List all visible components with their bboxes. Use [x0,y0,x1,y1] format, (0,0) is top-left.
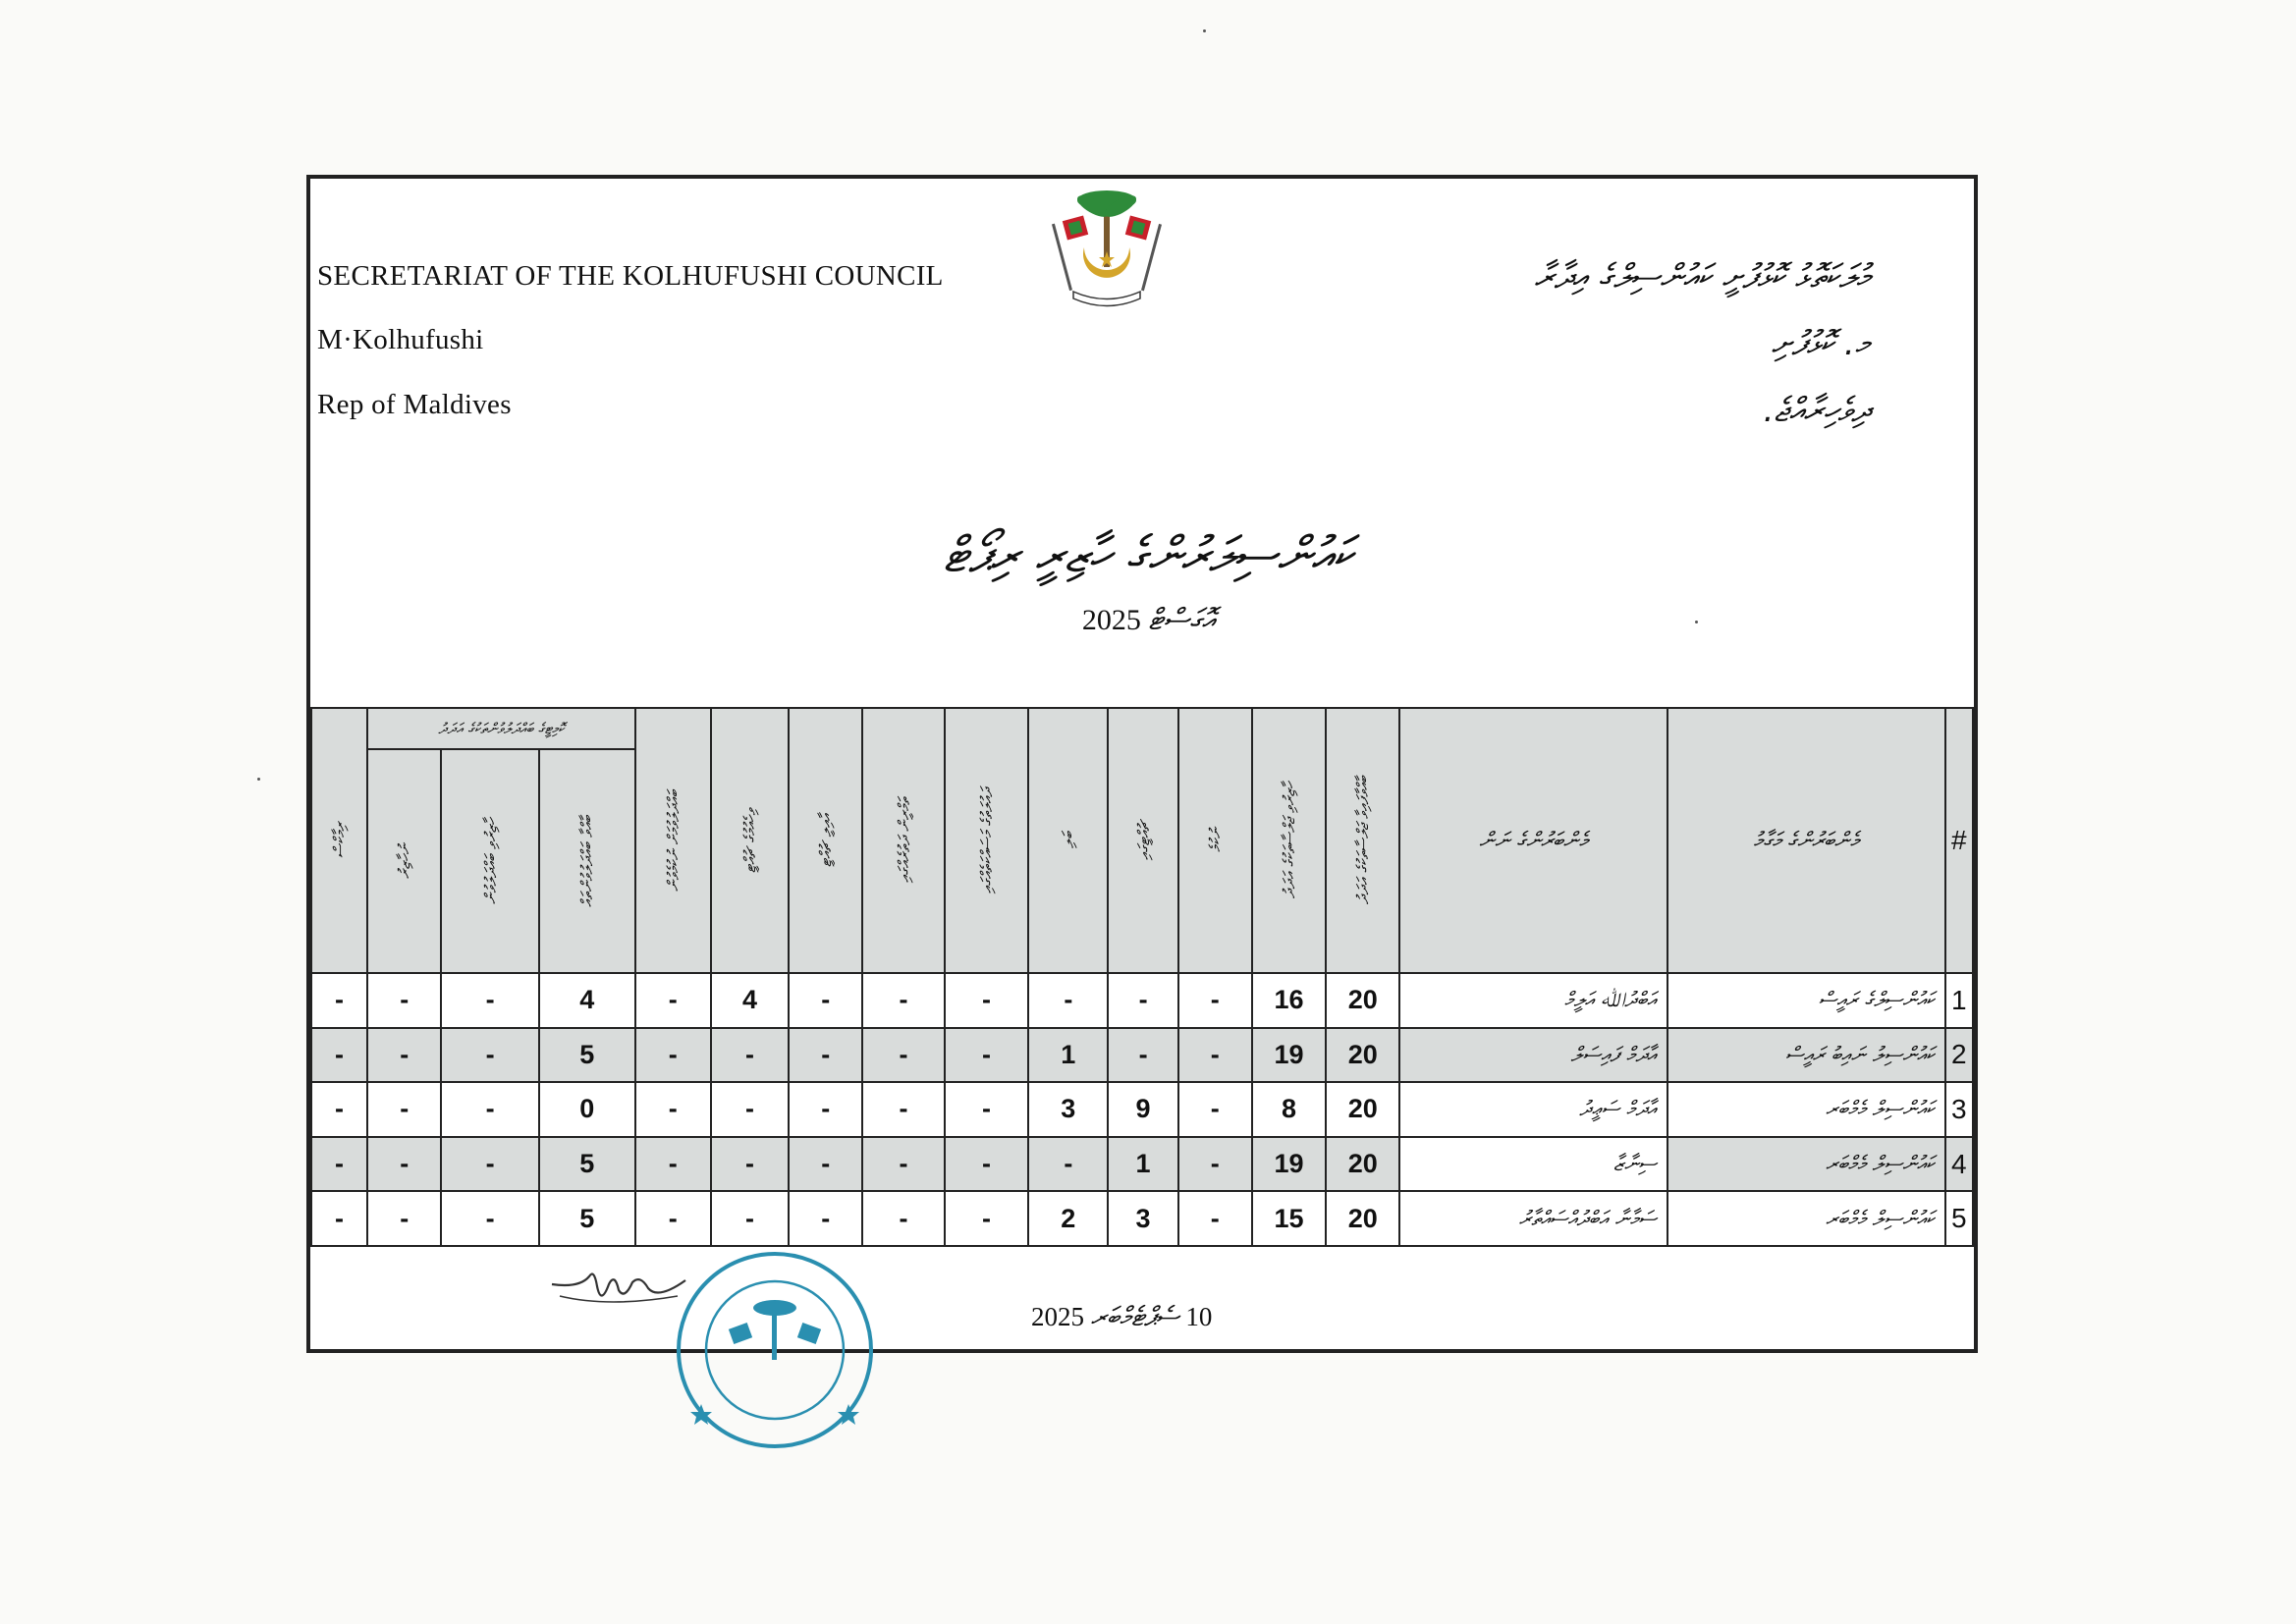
cell-attended: 19 [1252,1028,1326,1083]
cell-committee-absent: - [367,1137,441,1192]
cell-name: އާދަމް ސަޢީދު [1399,1082,1667,1137]
cell-committee-attended: - [441,1137,539,1192]
subtitle-year: 2025 [1081,604,1141,636]
attendance-table [310,707,1974,1247]
header-absent: ނުކުމެ [1178,708,1252,973]
header-name: މެންބަރުންގެ ނަން [1399,708,1667,973]
cell-remarks: - [311,1028,367,1083]
official-seal-icon [672,1247,878,1453]
header-dv-line1: މުލަކަތޮޅު ކޮޅުފުށީ ކައުންސިލްގެ އިދާރާ [1534,257,1870,297]
cell-other: - [635,1191,711,1246]
cell-total: 20 [1326,1028,1399,1083]
scan-speck [1695,621,1698,623]
cell-leave: 1 [1108,1137,1177,1192]
scan-speck [1203,29,1206,32]
header-number: # [1945,708,1973,973]
cell-name: އަބްދުﷲ އަލީމް [1399,973,1667,1028]
cell-other: - [635,973,711,1028]
header-dv-line2: މ. ކޮޅުފުށި [1771,324,1870,363]
signature-icon [550,1267,687,1316]
cell-number: 2 [1945,1028,1973,1083]
cell-committee-total: 5 [539,1028,635,1083]
cell-leave: 9 [1108,1082,1177,1137]
cell-attended: 15 [1252,1191,1326,1246]
cell-number: 5 [1945,1191,1973,1246]
cell-name: ސަމާނާ އަބްދުއްސައްތާރު [1399,1191,1667,1246]
cell-training: - [862,1191,944,1246]
cell-maternity: - [711,1082,789,1137]
cell-family: - [789,1137,862,1192]
cell-role: ކައުންސިލް މެމްބަރ [1667,1082,1945,1137]
cell-absent: - [1178,973,1252,1028]
page-subtitle [0,603,2296,637]
header-en-line1: SECRETARIAT OF THE KOLHUFUSHI COUNCIL [317,260,944,292]
cell-sick: 2 [1028,1191,1108,1246]
header-training: ތަމްރީން ދަތުރެއްގައި [862,708,944,973]
table-row [311,1082,1973,1137]
cell-family: - [789,1191,862,1246]
page-title: ކައުންސިލަރުންގެ ހާޒިރީ ރިޕޯޓް [943,526,1353,583]
cell-absent: - [1178,1191,1252,1246]
cell-role: ކައުންސިލްގެ ރައީސް [1667,973,1945,1028]
table-row [311,1028,1973,1083]
subtitle-month: އޮގަސްޓް [1148,603,1215,637]
cell-attended: 19 [1252,1137,1326,1192]
date-day: 10 [1185,1302,1213,1331]
header-leave: ޗުއްޓީގައި [1108,708,1177,973]
cell-committee-total: 0 [539,1082,635,1137]
header-committee-group: ކޮމިޓީގެ ބައްދަލުވުންތަކުގެ އަދަދު [367,708,634,749]
cell-maternity: - [711,1137,789,1192]
cell-leave: - [1108,973,1177,1028]
header-dv-line3: ދިވެހިރާއްޖެ. [1763,391,1870,430]
header-other-absent: ބައްދަލުވުމަށް ނުކުމެވުން [635,708,711,973]
cell-maternity: 4 [711,973,789,1028]
cell-sick: - [1028,1137,1108,1192]
date-year: 2025 [1031,1302,1084,1331]
cell-absent: - [1178,1028,1252,1083]
header-remarks: ރިމާކްސް [311,708,367,973]
header-sick: ބަލި [1028,708,1108,973]
header-en-line3: Rep of Maldives [317,389,512,420]
cell-total: 20 [1326,1082,1399,1137]
cell-training: - [862,1137,944,1192]
cell-committee-absent: - [367,1028,441,1083]
header-family: އާއިލީ ޗުއްޓީ [789,708,862,973]
cell-attended: 16 [1252,973,1326,1028]
cell-sick: 1 [1028,1028,1108,1083]
cell-official: - [945,1191,1028,1246]
header-maternity: ވިހެއުމުގެ ޗުއްޓީ [711,708,789,973]
cell-remarks: - [311,973,367,1028]
header-role: މެންބަރުންގެ މަގާމު [1667,708,1945,973]
header-committee-absent: ނުހާޒިރު [367,749,441,973]
cell-total: 20 [1326,973,1399,1028]
cell-name: ސިނާޒާ [1399,1137,1667,1192]
cell-role: ކައުންސިލް މެމްބަރ [1667,1137,1945,1192]
cell-remarks: - [311,1191,367,1246]
cell-committee-absent: - [367,1082,441,1137]
cell-official: - [945,1137,1028,1192]
cell-leave: 3 [1108,1191,1177,1246]
cell-official: - [945,1028,1028,1083]
cell-training: - [862,973,944,1028]
cell-total: 20 [1326,1137,1399,1192]
table-row [311,1191,1973,1246]
cell-maternity: - [711,1028,789,1083]
national-emblem-icon [1049,179,1165,316]
date-month: ސެޕްޓެމްބަރ [1090,1302,1179,1332]
cell-training: - [862,1028,944,1083]
cell-leave: - [1108,1028,1177,1083]
cell-sick: 3 [1028,1082,1108,1137]
cell-remarks: - [311,1137,367,1192]
cell-role: ކައުންސިލު ނައިބު ރައީސް [1667,1028,1945,1083]
cell-number: 1 [1945,973,1973,1028]
header-meetings-total: ބާއްވާފައިވާ ޖަލްސާތަކުގެ އަދަދު [1326,708,1399,973]
cell-number: 3 [1945,1082,1973,1137]
cell-name: އާދަމް ފައިސަލް [1399,1028,1667,1083]
cell-family: - [789,973,862,1028]
cell-committee-attended: - [441,1028,539,1083]
cell-maternity: - [711,1191,789,1246]
scan-speck [257,778,260,781]
cell-committee-attended: - [441,1191,539,1246]
header-committee-total: ބާއްވާ ބައްދަލުވުންތައް [539,749,635,973]
table-row [311,1137,1973,1192]
cell-sick: - [1028,973,1108,1028]
cell-official: - [945,1082,1028,1137]
cell-committee-attended: - [441,1082,539,1137]
table-row [311,973,1973,1028]
cell-role: ކައުންސިލް މެމްބަރ [1667,1191,1945,1246]
header-meetings-attended: ހާޒިރުވި ޖަލްސާތަކުގެ އަދަދު [1252,708,1326,973]
cell-attended: 8 [1252,1082,1326,1137]
cell-committee-total: 5 [539,1137,635,1192]
cell-total: 20 [1326,1191,1399,1246]
header-committee-attended: ހާޒިރުވި ބައްދަލުވުން [441,749,539,973]
cell-remarks: - [311,1082,367,1137]
cell-absent: - [1178,1137,1252,1192]
cell-official: - [945,973,1028,1028]
cell-training: - [862,1082,944,1137]
cell-committee-attended: - [441,973,539,1028]
cell-other: - [635,1028,711,1083]
cell-absent: - [1178,1082,1252,1137]
cell-other: - [635,1082,711,1137]
cell-family: - [789,1082,862,1137]
cell-number: 4 [1945,1137,1973,1192]
cell-committee-total: 5 [539,1191,635,1246]
header-en-line2: M·Kolhufushi [317,324,484,355]
cell-other: - [635,1137,711,1192]
header-official-duty: ދައުލަތުގެ މަސައްކަތެއްގައި [945,708,1028,973]
cell-committee-absent: - [367,1191,441,1246]
cell-committee-absent: - [367,973,441,1028]
cell-committee-total: 4 [539,973,635,1028]
footer-date [1031,1302,1212,1333]
cell-family: - [789,1028,862,1083]
